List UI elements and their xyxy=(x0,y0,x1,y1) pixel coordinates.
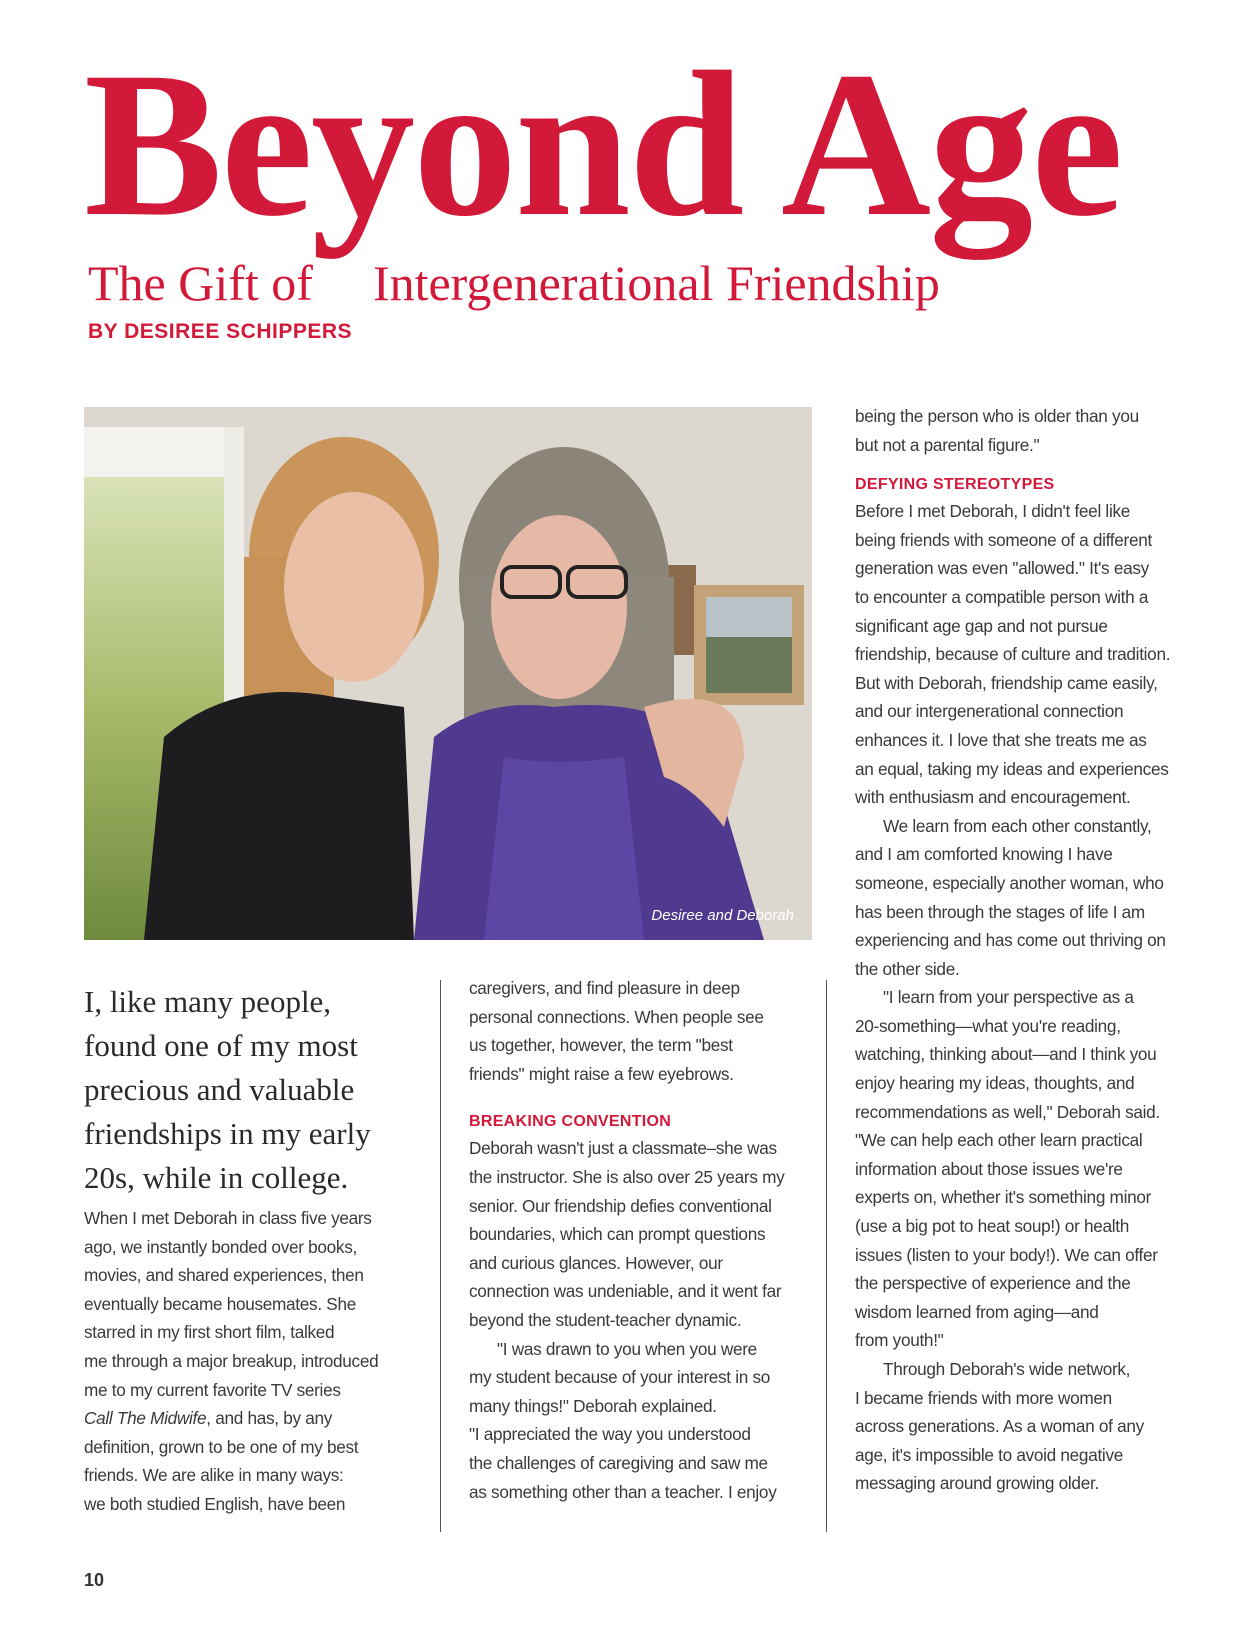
body-line: messaging around growing older. xyxy=(855,1473,1099,1494)
body-line: Deborah wasn't just a classmate–she was xyxy=(469,1138,777,1159)
body-line: being friends with someone of a different xyxy=(855,529,1152,550)
body-line: definition, grown to be one of my best xyxy=(84,1436,359,1457)
body-line: caregivers, and find pleasure in deep xyxy=(469,978,740,998)
photo-illustration xyxy=(84,407,812,940)
section-heading-defying-stereotypes: DEFYING STEREOTYPES xyxy=(855,476,1055,494)
body-line: many things!" Deborah explained. xyxy=(469,1395,717,1416)
body-line: personal connections. When people see xyxy=(469,1006,764,1027)
body-line: friendship, because of culture and tradition. xyxy=(855,644,1171,665)
pull-quote-line: friendships in my early xyxy=(84,1116,371,1151)
body-line: across generations. As a woman of any xyxy=(855,1416,1144,1437)
article-title: Beyond Age xyxy=(84,29,1122,259)
body-line: "We can help each other learn practical xyxy=(855,1130,1143,1151)
body-line: age, it's impossible to avoid negative xyxy=(855,1444,1123,1465)
body-line: enjoy hearing my ideas, thoughts, and xyxy=(855,1073,1135,1094)
body-line: wisdom learned from aging—and xyxy=(855,1301,1099,1322)
body-line: significant age gap and not pursue xyxy=(855,615,1108,636)
body-line: and curious glances. However, our xyxy=(469,1252,723,1273)
body-line: and I am comforted knowing I have xyxy=(855,844,1113,865)
body-line: to encounter a compatible person with a xyxy=(855,586,1149,607)
body-line-continuation: , and has, by any xyxy=(206,1408,333,1429)
body-line: senior. Our friendship defies conventional xyxy=(469,1195,772,1216)
body-line: friends" might raise a few eyebrows. xyxy=(469,1063,734,1084)
body-line: issues (listen to your body!). We can offer xyxy=(855,1244,1158,1265)
article-photo xyxy=(84,407,812,940)
section-heading-breaking-convention: BREAKING CONVENTION xyxy=(469,1113,672,1131)
page-number: 10 xyxy=(84,1570,105,1590)
body-line: 20-something—what you're reading, xyxy=(855,1015,1121,1036)
body-line: boundaries, which can prompt questions xyxy=(469,1224,766,1245)
column-3 xyxy=(855,402,1195,1498)
body-line: has been through the stages of life I am xyxy=(855,901,1145,922)
body-line: I became friends with more women xyxy=(855,1387,1112,1408)
body-line: the perspective of experience and the xyxy=(855,1273,1131,1294)
body-line: as something other than a teacher. I enjoy xyxy=(469,1481,777,1502)
body-line: watching, thinking about—and I think you xyxy=(855,1044,1157,1065)
body-line: the other side. xyxy=(855,958,960,979)
body-line: being the person who is older than you xyxy=(855,406,1139,426)
body-line: the instructor. She is also over 25 years my xyxy=(469,1166,785,1187)
body-line: beyond the student-teacher dynamic. xyxy=(469,1309,742,1330)
pull-quote-line: found one of my most xyxy=(84,1028,358,1063)
body-line: recommendations as well," Deborah said. xyxy=(855,1101,1160,1122)
body-line: Through Deborah's wide network, xyxy=(883,1359,1131,1379)
body-line: we both studied English, have been xyxy=(84,1493,346,1514)
body-line: us together, however, the term "best xyxy=(469,1035,733,1056)
body-line: We learn from each other constantly, xyxy=(883,815,1152,836)
body-line: When I met Deborah in class five years xyxy=(84,1208,372,1228)
body-line: connection was undeniable, and it went far xyxy=(469,1281,782,1302)
body-line: an equal, taking my ideas and experiences xyxy=(855,758,1169,779)
body-line xyxy=(84,1404,404,1433)
body-line: friends. We are alike in many ways: xyxy=(84,1465,344,1486)
body-line: Before I met Deborah, I didn't feel like xyxy=(855,501,1131,522)
body-line: experiencing and has come out thriving on xyxy=(855,930,1166,951)
photo-caption: Desiree and Deborah xyxy=(651,907,794,924)
column-1 xyxy=(84,1204,404,1519)
body-line: with enthusiasm and encouragement. xyxy=(855,787,1131,808)
body-line: me through a major breakup, introduced xyxy=(84,1350,379,1371)
body-line: "I was drawn to you when you were xyxy=(497,1338,757,1359)
body-line: (use a big pot to heat soup!) or health xyxy=(855,1216,1129,1237)
body-line: my student because of your interest in so xyxy=(469,1367,771,1388)
body-line: someone, especially another woman, who xyxy=(855,872,1164,893)
body-line: but not a parental figure." xyxy=(855,434,1040,455)
body-line: "I learn from your perspective as a xyxy=(883,987,1134,1008)
body-line: generation was even "allowed." It's easy xyxy=(855,558,1149,579)
body-line: movies, and shared experiences, then xyxy=(84,1265,364,1286)
subtitle-part-2: Intergenerational Friendship xyxy=(372,255,940,311)
body-line: ago, we instantly bonded over books, xyxy=(84,1236,357,1257)
byline: BY DESIREE SCHIPPERS xyxy=(88,320,353,343)
body-line: But with Deborah, friendship came easily, xyxy=(855,672,1158,693)
column-2 xyxy=(469,974,809,1506)
subtitle-part-1: The Gift of xyxy=(88,255,313,311)
pull-quote xyxy=(84,980,414,1200)
body-line: experts on, whether it's something minor xyxy=(855,1187,1152,1208)
body-line: information about those issues we're xyxy=(855,1158,1123,1179)
body-line: starred in my first short film, talked xyxy=(84,1322,335,1343)
body-line: and our intergenerational connection xyxy=(855,701,1124,722)
body-line: the challenges of caregiving and saw me xyxy=(469,1452,768,1473)
body-line: from youth!" xyxy=(855,1330,944,1351)
column-rule-1 xyxy=(440,980,441,1532)
body-line: "I appreciated the way you understood xyxy=(469,1424,751,1445)
body-line: me to my current favorite TV series xyxy=(84,1379,341,1400)
tv-series-title: Call The Midwife xyxy=(84,1408,207,1429)
article-subtitle xyxy=(88,255,940,311)
pull-quote-line: I, like many people, xyxy=(84,984,332,1019)
column-rule-2 xyxy=(826,980,827,1532)
body-line: eventually became housemates. She xyxy=(84,1293,356,1314)
pull-quote-line: 20s, while in college. xyxy=(84,1160,349,1195)
pull-quote-line: precious and valuable xyxy=(84,1072,355,1107)
body-line: enhances it. I love that she treats me as xyxy=(855,729,1147,750)
